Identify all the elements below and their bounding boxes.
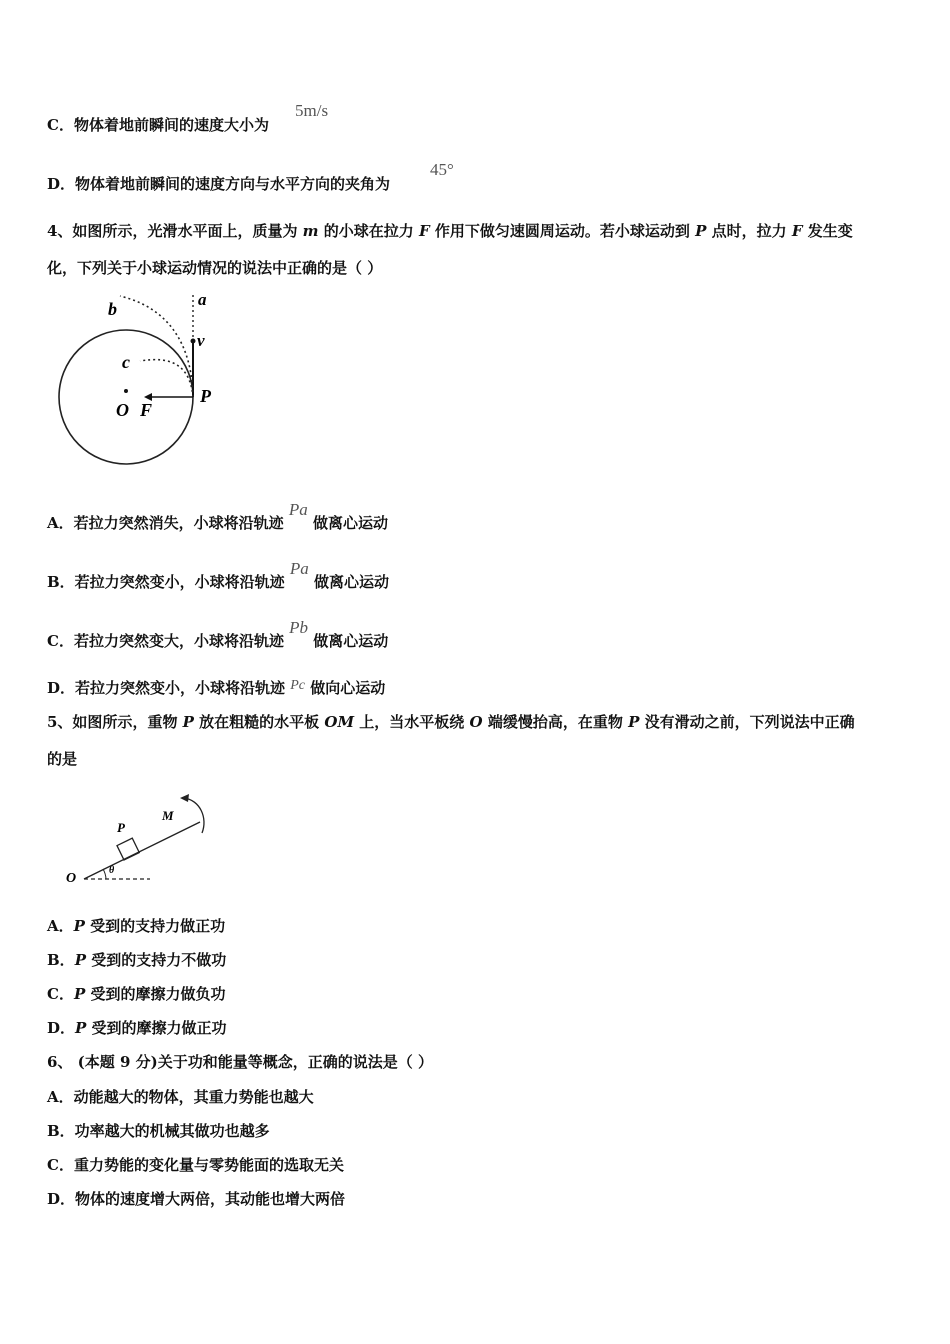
q5-stem-line2: 的是 <box>47 750 78 768</box>
velocity-tip <box>191 339 196 344</box>
label-a: a <box>198 290 207 309</box>
q4-option-c <box>47 618 389 651</box>
q3-option-c-math: 5m/s <box>295 101 329 120</box>
q4-var-f: F <box>791 222 803 240</box>
option-text: 做离心运动 <box>308 573 390 591</box>
q5-var-om: OM <box>324 713 355 731</box>
q5-var-p: P <box>628 713 640 731</box>
q5-option-a <box>47 916 225 936</box>
label-b: b <box>108 299 117 319</box>
q3-option-d-math: 45° <box>430 160 454 179</box>
q3-option-d <box>47 174 390 194</box>
option-text: B．若拉力突然变小，小球将沿轨迹 <box>47 573 290 591</box>
q5-stem-text: 放在粗糙的水平板 <box>193 713 325 731</box>
label-f: F <box>140 400 153 420</box>
label-p: P <box>200 386 211 406</box>
angle-arc <box>103 869 106 879</box>
q5-stem-line1 <box>47 712 855 732</box>
q4-stem-text: 的小球在拉力 <box>318 222 419 240</box>
option-text: 受到的支持力不做功 <box>85 951 227 969</box>
q4-stem-text: 点时，拉力 <box>706 222 792 240</box>
q5-option-d <box>47 1018 227 1038</box>
q5-incline-figure <box>62 790 222 890</box>
q5-var-o: O <box>469 713 483 731</box>
label-o: O <box>66 871 77 886</box>
q3-option-d-text: D．物体着地前瞬间的速度方向与水平方向的夹角为 <box>47 175 391 193</box>
q5-var-p: P <box>182 713 194 731</box>
q5-stem-text: 端缓慢抬高，在重物 <box>482 713 629 731</box>
q6-option-a: A．动能越大的物体，其重力势能也越大 <box>47 1088 314 1106</box>
q4-var-f: F <box>419 222 430 240</box>
q5-stem-text: 上，当水平板绕 <box>354 713 470 731</box>
option-text: 做离心运动 <box>307 514 388 532</box>
q6-stem: 6、 (本题 9 分)关于功和能量等概念，正确的说法是（ ） <box>47 1053 433 1071</box>
q4-stem-text: 4、如图所示，光滑水平面上，质量为 <box>47 222 303 240</box>
label-m: M <box>162 808 174 823</box>
q4-option-d <box>47 678 385 700</box>
q4-stem-text: 发生变 <box>802 222 853 240</box>
option-text: 受到的摩擦力做正功 <box>86 1019 227 1037</box>
option-text: A． <box>47 917 74 935</box>
option-math: Pa <box>289 559 309 578</box>
option-math: Pc <box>290 678 305 693</box>
label-c: c <box>122 352 130 372</box>
option-text: 做向心运动 <box>305 679 386 697</box>
label-theta: θ <box>109 865 115 876</box>
option-text: 受到的支持力做正功 <box>84 917 226 935</box>
option-var-p: P <box>75 1019 87 1037</box>
q4-stem-line1 <box>47 221 853 241</box>
option-text: D．若拉力突然变小，小球将沿轨迹 <box>47 679 291 697</box>
q6-option-d: D．物体的速度增大两倍，其动能也增大两倍 <box>47 1190 346 1208</box>
q5-stem-text: 没有滑动之前，下列说法中正确 <box>639 713 855 731</box>
option-var-p: P <box>74 951 86 969</box>
q6-option-b: B．功率越大的机械其做功也越多 <box>47 1122 270 1140</box>
rotation-arrowhead <box>180 794 189 802</box>
q4-stem-text: 作用下做匀速圆周运动。若小球运动到 <box>429 222 696 240</box>
option-text: 做离心运动 <box>308 632 389 650</box>
q5-option-b <box>47 950 226 970</box>
option-text: 受到的摩擦力做负功 <box>85 985 226 1003</box>
q4-circle-figure <box>52 286 232 472</box>
trajectory-b <box>120 296 193 397</box>
q4-var-m: m <box>302 222 319 240</box>
q3-option-c <box>47 115 269 135</box>
option-math: Pb <box>289 618 309 637</box>
option-math: Pa <box>288 500 308 519</box>
q6-option-c: C．重力势能的变化量与零势能面的选取无关 <box>47 1156 344 1174</box>
q4-stem-line2: 化，下列关于小球运动情况的说法中正确的是（ ） <box>47 259 383 277</box>
center-dot <box>124 389 128 393</box>
option-var-p: P <box>73 917 85 935</box>
label-o: O <box>116 400 129 420</box>
label-v: v <box>197 331 205 350</box>
option-text: C． <box>47 985 74 1003</box>
q3-option-c-text: C．物体着地前瞬间的速度大小为 <box>47 116 269 134</box>
option-text: D． <box>47 1019 76 1037</box>
option-text: B． <box>47 951 75 969</box>
q5-option-c <box>47 984 225 1004</box>
incline-board <box>84 822 200 879</box>
q4-option-b <box>47 559 390 592</box>
label-p: P <box>117 820 125 835</box>
q4-var-p: P <box>695 222 707 240</box>
option-var-p: P <box>73 985 86 1003</box>
option-text: A．若拉力突然消失，小球将沿轨迹 <box>47 514 289 532</box>
option-text: C．若拉力突然变大，小球将沿轨迹 <box>47 632 290 650</box>
q5-stem-text: 5、如图所示，重物 <box>47 713 183 731</box>
q4-option-a <box>47 500 388 533</box>
